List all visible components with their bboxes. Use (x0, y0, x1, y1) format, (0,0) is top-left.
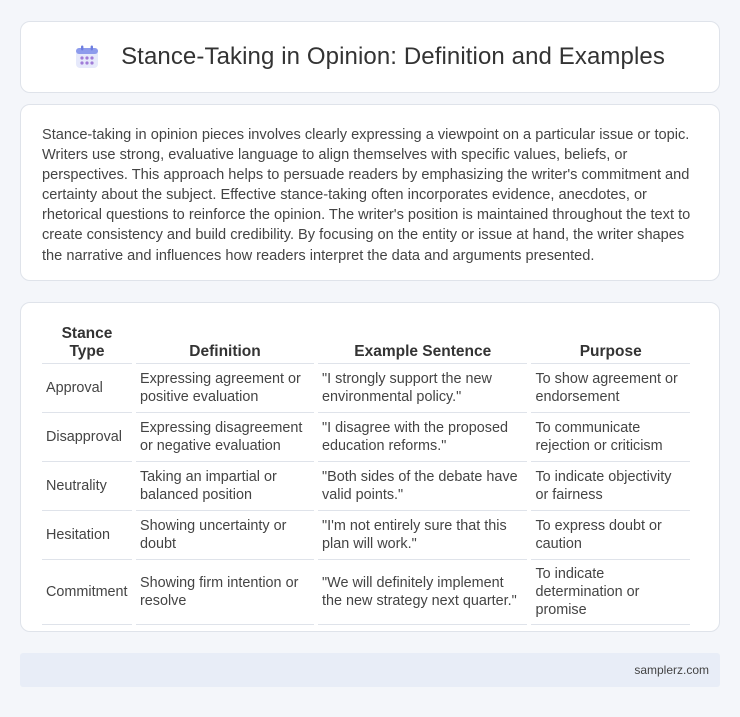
page-title: Stance-Taking in Opinion: Definition and Examples (121, 43, 665, 70)
intro-paragraph: Stance-taking in opinion pieces involves clearly expressing a viewpoint on a particular issue or topic. Writers use strong, evaluative language to align themselves with specific values, beliefs, or perspectives. This approach helps to persuade readers by emphasizing the writer's commitment and certainty about the subject. Effective stance-taking often incorporates evidence, anecdotes, or rhetorical questions to reinforce the opinion. The writer's position is maintained throughout the text to create consistency and build credibility. By focusing on the entity or issue at hand, the writer shapes the narrative and influences how readers interpret the data and arguments presented. (42, 127, 691, 264)
title-card (20, 21, 720, 93)
cell-definition: Expressing agreement or positive evaluation (136, 364, 314, 413)
cell-definition: Showing firm intention or resolve (136, 560, 314, 625)
table-row (42, 462, 690, 511)
calendar-icon (75, 45, 99, 69)
header-stance-type: Stance Type (42, 325, 132, 364)
cell-purpose: To indicate determination or promise (531, 560, 690, 625)
table-row (42, 364, 690, 413)
stance-table (38, 325, 694, 625)
cell-example: "Both sides of the debate have valid points." (318, 462, 527, 511)
cell-definition: Taking an impartial or balanced position (136, 462, 314, 511)
footer-site-link[interactable]: samplerz.com (634, 663, 709, 677)
table-row (42, 560, 690, 625)
cell-example: "I strongly support the new environmental policy." (318, 364, 527, 413)
footer (20, 653, 720, 687)
cell-purpose: To communicate rejection or criticism (531, 413, 690, 462)
cell-example: "We will definitely implement the new strategy next quarter." (318, 560, 527, 625)
cell-stance-type: Neutrality (42, 462, 132, 511)
table-row (42, 413, 690, 462)
cell-definition: Showing uncertainty or doubt (136, 511, 314, 560)
intro-card (20, 104, 720, 281)
cell-purpose: To indicate objectivity or fairness (531, 462, 690, 511)
header-definition: Definition (136, 325, 314, 364)
cell-example: "I disagree with the proposed education reforms." (318, 413, 527, 462)
cell-purpose: To show agreement or endorsement (531, 364, 690, 413)
header-purpose: Purpose (531, 325, 690, 364)
table-card (20, 302, 720, 632)
cell-example: "I'm not entirely sure that this plan will work." (318, 511, 527, 560)
header-example-sentence: Example Sentence (318, 325, 527, 364)
table-header-row (42, 325, 690, 364)
cell-stance-type: Hesitation (42, 511, 132, 560)
cell-stance-type: Commitment (42, 560, 132, 625)
cell-stance-type: Disapproval (42, 413, 132, 462)
cell-stance-type: Approval (42, 364, 132, 413)
cell-definition: Expressing disagreement or negative evaluation (136, 413, 314, 462)
title-wrap (75, 43, 665, 71)
cell-purpose: To express doubt or caution (531, 511, 690, 560)
table-row (42, 511, 690, 560)
